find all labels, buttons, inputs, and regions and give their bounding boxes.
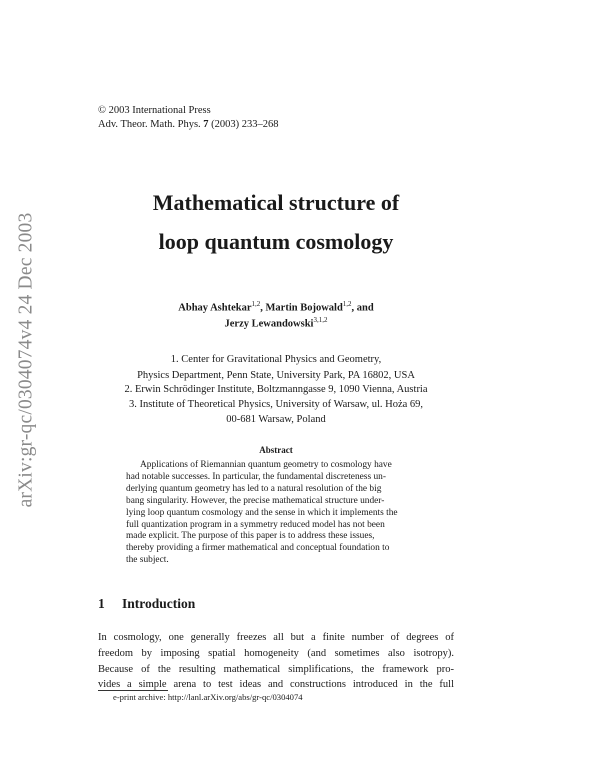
affiliation-line: 2. Erwin Schrödinger Institute, Boltzmanngasse 9, 1090 Vienna, Austria — [124, 384, 428, 395]
journal-citation: Adv. Theor. Math. Phys. 7 (2003) 233–268 — [98, 119, 279, 130]
paper-title-line-1: Mathematical structure of — [152, 190, 400, 215]
author-bojowald: Martin Bojowald — [265, 302, 343, 314]
footnote-eprint: e-print archive: http://lanl.arXiv.org/abs/gr-qc/0304074 — [113, 692, 303, 702]
section-title: Introduction — [122, 596, 196, 611]
section-number: 1 — [98, 596, 105, 611]
abstract-line: had notable successes. In particular, the fundamental discreteness un- — [126, 471, 386, 482]
affiliation-line: 1. Center for Gravitational Physics and Geometry, — [170, 354, 382, 365]
footnote-rule — [98, 690, 168, 691]
affiliation-line: Physics Department, Penn State, University Park, PA 16802, USA — [137, 370, 415, 381]
arxiv-identifier: arXiv:gr-qc/0304074v4 24 Dec 2003 — [15, 212, 37, 508]
arxiv-sidebar-stamp — [6, 210, 46, 510]
body-line: vides a simple arena to test ideas and constructions introduced in the full — [98, 679, 454, 691]
authors-line-1: Abhay Ashtekar$^{1,2}$, Martin Bojowald$^{1,2}$, and — [178, 300, 374, 314]
copyright-line: © 2003 International Press — [98, 105, 211, 116]
abstract-line: thereby providing a firmer mathematical and conceptual foundation to — [126, 543, 390, 554]
body-line: Because of the resulting mathematical simplifications, the framework pro- — [98, 663, 454, 675]
body-paragraph — [98, 630, 454, 693]
abstract-body — [126, 460, 426, 567]
body-line: freedom by imposing spatial homogeneity (and sometimes also isotropy). — [98, 647, 454, 659]
authors-line-2: Jerzy Lewandowski$^{3,1,2}$ — [224, 316, 328, 330]
abstract-line: Applications of Riemannian quantum geometry to cosmology have — [140, 460, 392, 470]
section-heading — [98, 596, 195, 612]
author-ashtekar: Abhay Ashtekar — [178, 302, 252, 314]
body-line: In cosmology, one generally freezes all but a finite number of degrees of — [98, 632, 454, 643]
abstract-line: the subject. — [126, 555, 169, 566]
affiliation-line: 00-681 Warsaw, Poland — [226, 414, 326, 425]
abstract-line: bang singularity. However, the precise mathematical structure under- — [126, 495, 385, 506]
abstract-line: made explicit. The purpose of this paper is to address these issues, — [126, 531, 375, 542]
abstract-line: derlying quantum geometry has led to a natural resolution of the big — [126, 483, 382, 494]
abstract-line: full quantization program in a symmetry reduced model has not been — [126, 519, 385, 530]
author-lewandowski: Jerzy Lewandowski — [224, 318, 314, 330]
abstract-heading: Abstract — [259, 445, 293, 455]
journal-header — [98, 104, 279, 132]
journal-volume: 7 — [203, 119, 209, 130]
paper-title-line-2: loop quantum cosmology — [158, 229, 394, 254]
abstract-line: lying loop quantum cosmology and the sense in which it implements the — [126, 507, 398, 518]
affiliation-line: 3. Institute of Theoretical Physics, University of Warsaw, ul. Hoża 69, — [128, 399, 424, 410]
